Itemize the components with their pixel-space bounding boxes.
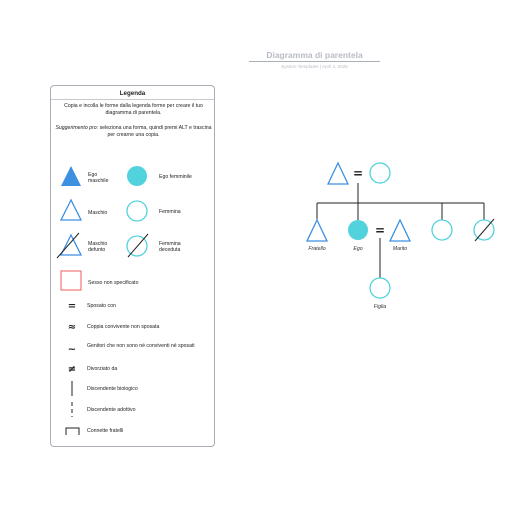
legend-label-discendente-adottivo: Discendente adottivo [87, 407, 136, 413]
husband-triangle[interactable] [390, 220, 410, 241]
parent-mother-circle[interactable] [370, 163, 390, 183]
ego-label: Ego [353, 246, 363, 252]
legend-label-femmina-deceduta: Femmina deceduta [159, 241, 181, 254]
legend-non-conviventi-symbol[interactable]: ~ [67, 344, 77, 355]
legend-label-sposato-con: Sposato con [87, 303, 116, 309]
ego-circle[interactable] [348, 220, 368, 240]
legend-connette-fratelli-bracket-icon[interactable] [66, 428, 79, 435]
legend-label-maschio: Maschio [88, 210, 108, 216]
legend-maschio-defunto-icon[interactable] [57, 233, 81, 258]
legend-label-sesso-non-specificato: Sesso non specificato [88, 280, 139, 286]
legend-ego-maschile-triangle-icon[interactable] [61, 166, 81, 186]
legend-divorziato-symbol[interactable]: ≠ [67, 364, 77, 375]
legend-label-maschio-defunto: Maschio defunto [88, 241, 108, 254]
legend-label-connette-fratelli: Connette fratelli [87, 428, 124, 434]
legend-instructions: Copia e incolla le forme dalla legenda forme per creare il tuo diagramma di parentela. [64, 103, 203, 116]
ego-marriage-symbol: = [374, 223, 386, 238]
legend-maschio-triangle-icon[interactable] [61, 200, 81, 220]
legend-label-ego-femminile: Ego femminile [159, 174, 192, 180]
legend-tip-body: seleziona una forma, quindi premi ALT e trascina per crearne una copia. [99, 125, 212, 138]
page-subtitle: System Templates | April 3, 2025 [281, 64, 348, 69]
parent-father-triangle[interactable] [328, 163, 348, 184]
legend-sesso-non-specificato-square-icon[interactable] [61, 271, 81, 290]
legend-label-femmina: Femmina [159, 209, 181, 215]
legend-label-genitori-non-conviventi: Genitori che non sono né conviventi né sposati [87, 343, 195, 349]
deceased-sister-icon[interactable] [474, 219, 494, 241]
legend-ego-femminile-circle-icon[interactable] [127, 166, 147, 186]
legend-label-coppia-convivente: Coppia convivente non sposata [87, 324, 160, 330]
brother-triangle[interactable] [307, 220, 327, 241]
legend-title: Legenda [119, 90, 146, 97]
sister-circle[interactable] [432, 220, 452, 240]
legend-convivente-symbol[interactable]: ≈ [67, 322, 77, 333]
legend-label-discendente-biologico: Discendente biologico [87, 386, 138, 392]
legend-tip-prefix: Suggerimento pro: [55, 125, 100, 131]
parents-marriage-symbol: = [352, 166, 364, 181]
legend-femmina-circle-icon[interactable] [127, 201, 147, 221]
husband-label: Marito [392, 246, 408, 252]
legend-femmina-deceduta-icon[interactable] [127, 234, 148, 257]
daughter-label: Figlia [373, 304, 387, 310]
brother-label: Fratello [308, 246, 326, 252]
daughter-circle[interactable] [370, 278, 390, 298]
legend-label-ego-maschile: Ego maschile [88, 172, 109, 185]
legend-label-divorziato: Divorziato da [87, 366, 118, 372]
page-title: Diagramma di parentela [266, 50, 363, 60]
legend-sposato-symbol[interactable]: = [67, 301, 77, 312]
